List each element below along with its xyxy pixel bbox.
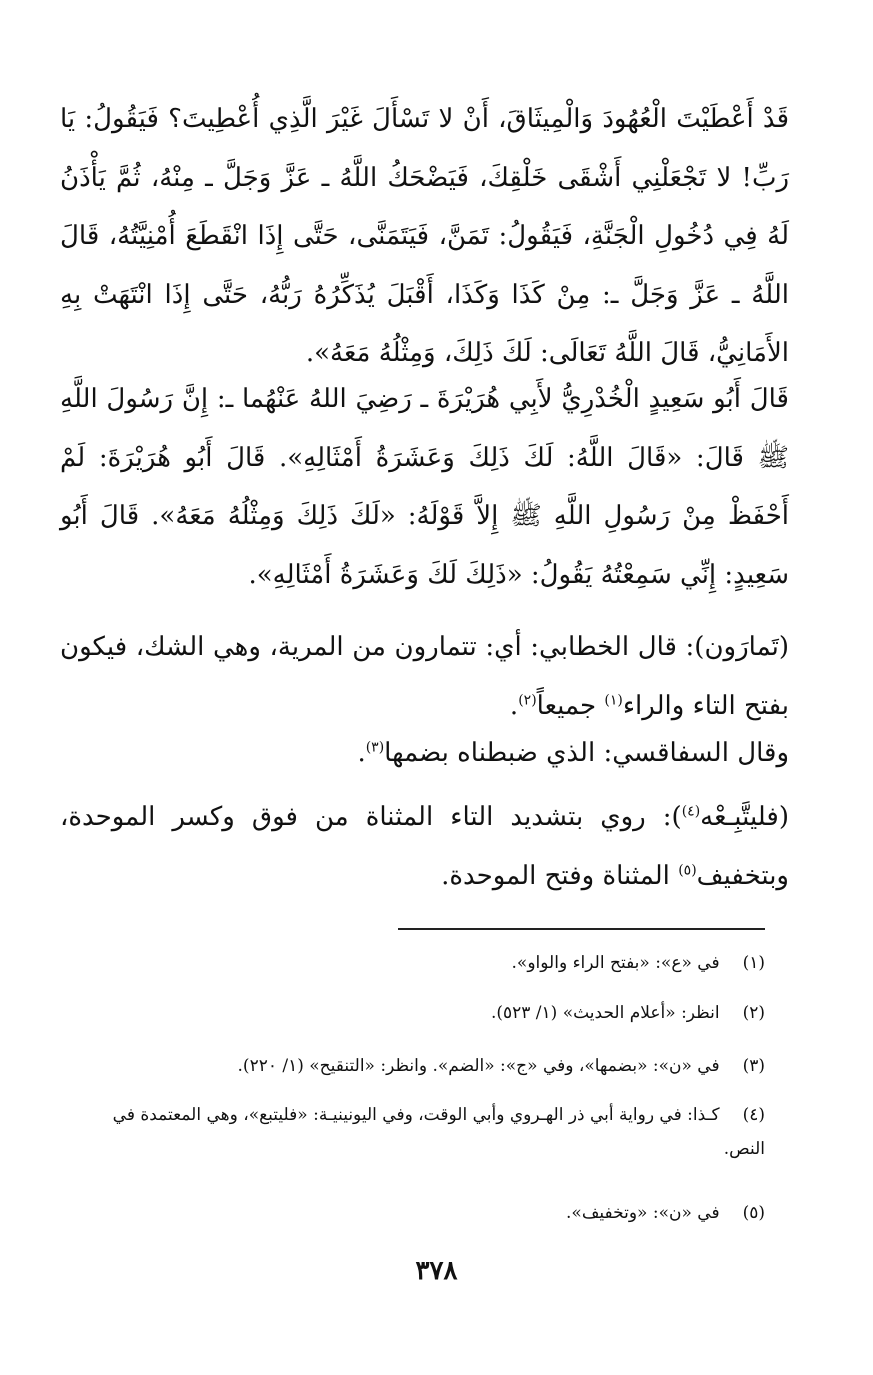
footnote-ref: (٢): [518, 691, 537, 708]
footnote-text: في «ع»: «بفتح الراء والواو».: [511, 953, 720, 973]
hadith-text-paragraph-2: قَالَ أَبُو سَعِيدٍ الْخُدْرِيُّ لأَبِي هُرَيْرَةَ ـ رَضِيَ اللهُ عَنْهُما ـ: إِنَّ رَسُولَ اللَّهِ ﷺ قَالَ: «قَالَ اللَّهُ: لَكَ ذَلِكَ وَعَشَرَةُ أَمْثَالِهِ». قَالَ أَبُو هُرَيْرَةَ: لَمْ أَحْفَظْ مِنْ رَسُولِ اللَّهِ ﷺ إِلاَّ قَوْلَهُ: «لَكَ ذَلِكَ وَمِثْلُهُ مَعَهُ». قَالَ أَبُو سَعِيدٍ: إِنِّي سَمِعْتُهُ يَقُولُ: «ذَلِكَ لَكَ وَعَشَرَةُ أَمْثَالِهِ».: [60, 384, 789, 590]
footnote-text: انظر: «أعلام الحديث» (١/ ٥٢٣).: [490, 1003, 720, 1023]
commentary-text: (تَمارَون): قال الخطابي: أي: تتمارون من المرية، وهي الشك، فيكون بفتح التاء والراء: [60, 632, 789, 721]
page-number: ٣٧٨: [415, 1256, 458, 1286]
commentary-text: ): روي بتشديد التاء المثناة من فوق وكسر الموحدة، وبتخفيف: [60, 802, 789, 891]
footnote-separator: [398, 928, 765, 930]
commentary-text: (فليتَّبِـعْه: [700, 802, 789, 832]
footnote-text: كـذا: في رواية أبي ذر الهـروي وأبي الوقت، وفي اليونينيـة: «فليتبع»، وهي المعتمدة في النص.: [112, 1105, 765, 1159]
commentary-text: .: [357, 738, 366, 768]
footnote-number: (٣): [742, 1056, 765, 1076]
commentary-paragraph-3: [60, 788, 789, 905]
hadith-text-paragraph: قَدْ أَعْطَيْتَ الْعُهُودَ وَالْمِيثَاقَ، أَنْ لا تَسْأَلَ غَيْرَ الَّذِي أُعْطِيتَ؟ فَيَقُولُ: يَا رَبِّ! لا تَجْعَلْنِي أَشْقَى خَلْقِكَ، فَيَضْحَكُ اللَّهُ ـ عَزَّ وَجَلَّ ـ مِنْهُ، ثُمَّ يَأْذَنُ لَهُ فِي دُخُولِ الْجَنَّةِ، فَيَقُولُ: تَمَنَّ، فَيَتَمَنَّى، حَتَّى إِذَا انْقَطَعَ أُمْنِيَّتُهُ، قَالَ اللَّهُ ـ عَزَّ وَجَلَّ ـ: مِنْ كَذَا وَكَذَا، أَقْبَلَ يُذَكِّرُهُ رَبُّهُ، حَتَّى إِذَا انْتَهَتْ بِهِ الأَمَانِيُّ، قَالَ اللَّهُ تَعَالَى: لَكَ ذَلِكَ، وَمِثْلُهُ مَعَهُ».: [60, 104, 790, 368]
footnote-5: [100, 1196, 765, 1230]
footnote-number: (٥): [742, 1203, 765, 1223]
footnote-2: [100, 996, 765, 1030]
commentary-paragraph-2: [60, 724, 789, 783]
footnote-ref: (٥): [678, 861, 697, 878]
footnote-number: (١): [742, 953, 765, 973]
footnote-ref: (١): [604, 691, 623, 708]
commentary-text: وقال السفاقسي: الذي ضبطناه بضمها: [384, 738, 789, 768]
footnote-ref: (٣): [365, 739, 385, 756]
footnote-number: (٤): [742, 1105, 765, 1125]
footnote-text: في «ن»: «وتخفيف».: [566, 1203, 720, 1223]
footnote-ref: (٤): [681, 803, 701, 820]
commentary-text: جميعاً: [536, 690, 605, 721]
footnote-4: [100, 1098, 765, 1166]
commentary-text: المثناة وفتح الموحدة.: [441, 860, 679, 891]
footnote-number: (٢): [742, 1003, 765, 1023]
footnote-text: في «ن»: «بضمها»، وفي «ج»: «الضم». وانظر: «التنقيح» (١/ ٢٢٠).: [237, 1056, 720, 1076]
footnote-3: [100, 1049, 765, 1083]
footnote-1: [100, 946, 765, 980]
commentary-paragraph-1: [60, 618, 789, 735]
commentary-text: .: [509, 690, 519, 721]
